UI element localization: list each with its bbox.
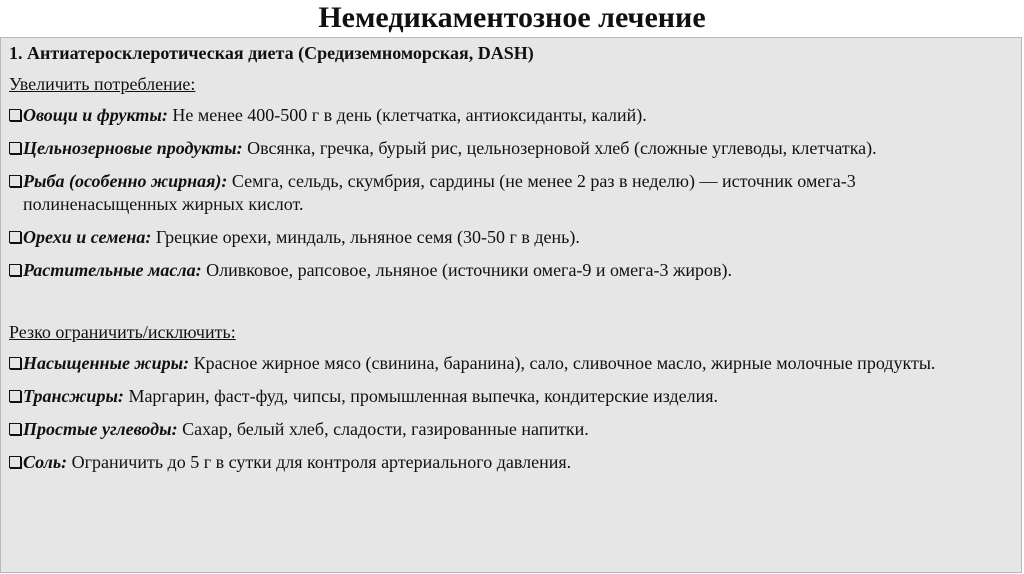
checkbox-bullet-icon xyxy=(9,456,21,468)
list-item xyxy=(9,352,1013,375)
slide-title: Немедикаментозное лечение xyxy=(318,1,706,34)
checkbox-bullet-icon xyxy=(9,264,21,276)
item-text: Не менее 400-500 г в день (клетчатка, антиоксиданты, калий). xyxy=(167,105,647,125)
item-text: Красное жирное мясо (свинина, баранина), сало, сливочное масло, жирные молочные продукты. xyxy=(189,353,936,373)
list-item xyxy=(9,259,1013,282)
checkbox-bullet-icon xyxy=(9,142,21,154)
section-heading: 1. Антиатеросклеротическая диета (Средиземноморская, DASH) xyxy=(9,43,534,63)
checkbox-bullet-icon xyxy=(9,109,21,121)
checkbox-bullet-icon xyxy=(9,390,21,402)
item-text: Овсянка, гречка, бурый рис, цельнозерновой хлеб (сложные углеводы, клетчатка). xyxy=(242,138,877,158)
item-name: Цельнозерновые продукты: xyxy=(23,138,243,158)
increase-label: Увеличить потребление: xyxy=(9,74,196,94)
list-item xyxy=(9,170,1013,216)
list-item xyxy=(9,226,1013,249)
content-box xyxy=(0,37,1022,573)
item-text: Сахар, белый хлеб, сладости, газированные напитки. xyxy=(177,419,589,439)
list-item xyxy=(9,104,1013,127)
checkbox-bullet-icon xyxy=(9,175,21,187)
item-text: Семга, сельдь, скумбрия, сардины (не менее 2 раз в неделю) — источник омега-3 полиненасыщенных жирных кислот. xyxy=(23,171,856,214)
item-name: Простые углеводы: xyxy=(23,419,178,439)
item-name: Рыба (особенно жирная): xyxy=(23,171,228,191)
item-name: Насыщенные жиры: xyxy=(23,353,190,373)
list-item xyxy=(9,137,1013,160)
item-text: Оливковое, рапсовое, льняное (источники омега-9 и омега-3 жиров). xyxy=(201,260,733,280)
item-name: Трансжиры: xyxy=(23,386,124,406)
checkbox-bullet-icon xyxy=(9,357,21,369)
item-text: Грецкие орехи, миндаль, льняное семя (30-50 г в день). xyxy=(151,227,580,247)
item-text: Маргарин, фаст-фуд, чипсы, промышленная выпечка, кондитерские изделия. xyxy=(123,386,719,406)
item-name: Орехи и семена: xyxy=(23,227,152,247)
restrict-label: Резко ограничить/исключить: xyxy=(9,322,236,342)
checkbox-bullet-icon xyxy=(9,231,21,243)
item-name: Овощи и фрукты: xyxy=(23,105,168,125)
item-name: Соль: xyxy=(23,452,68,472)
checkbox-bullet-icon xyxy=(9,423,21,435)
list-item xyxy=(9,451,1013,474)
item-name: Растительные масла: xyxy=(23,260,202,280)
item-text: Ограничить до 5 г в сутки для контроля артериального давления. xyxy=(67,452,572,472)
list-item xyxy=(9,385,1013,408)
list-item xyxy=(9,418,1013,441)
